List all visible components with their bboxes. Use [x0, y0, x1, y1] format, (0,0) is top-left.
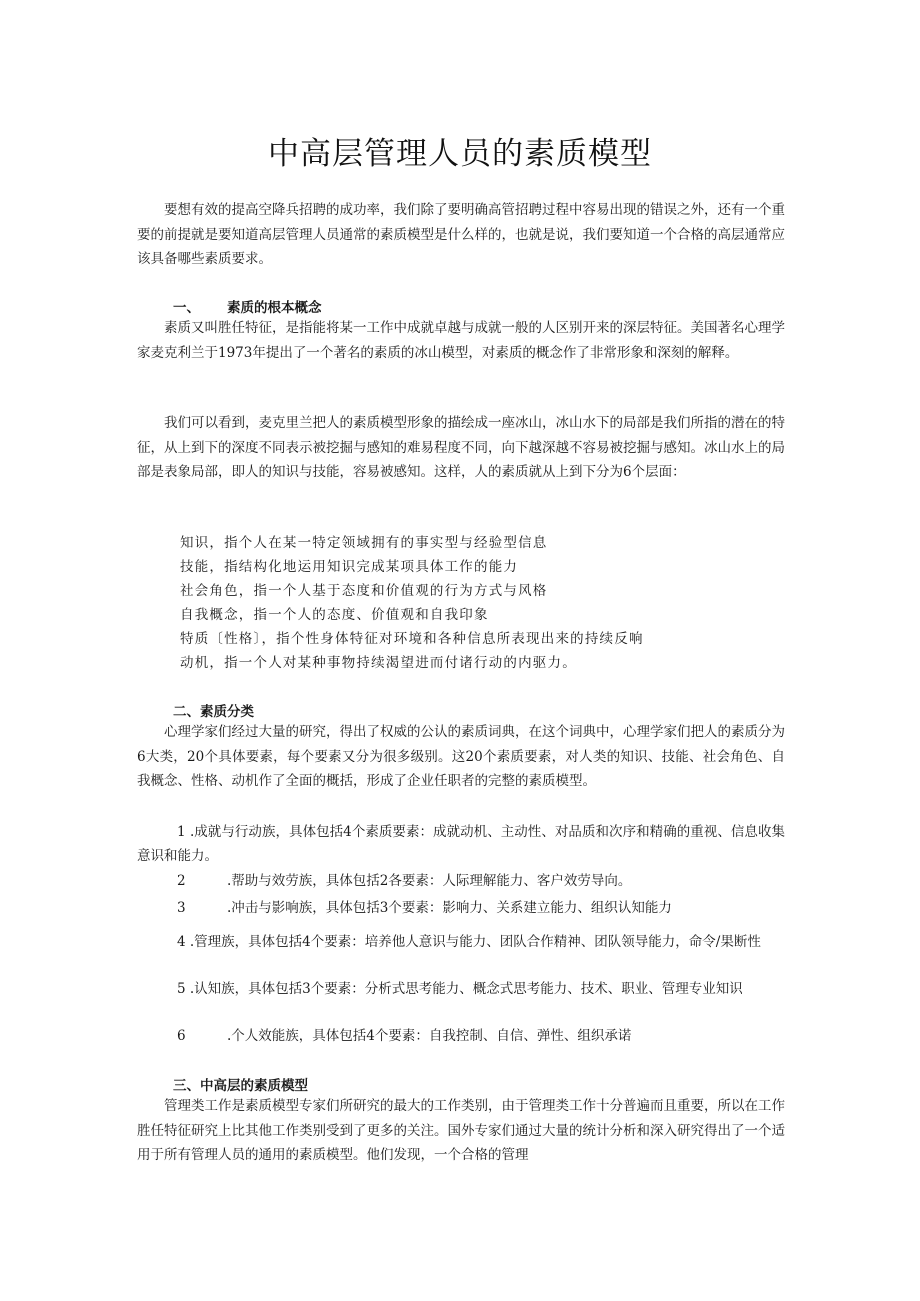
section-1-number: 一、 [173, 300, 200, 316]
section-1-heading [173, 296, 322, 316]
category-text: .帮助与效劳族，具体包括2各要素：人际理解能力、客户效劳导向。 [227, 873, 632, 889]
category-item [137, 896, 785, 920]
category-text: .管理族，具体包括4个要素：培养他人意识与能力、团队合作精神、团队领导能力，命令/果断性 [189, 934, 761, 950]
section-1-title: 素质的根本概念 [227, 300, 322, 316]
section-2-heading: 二、素质分类 [173, 704, 254, 720]
category-number: 5 [177, 981, 186, 997]
layer-item-self-concept: 自我概念，指一个人的态度、价值观和自我印象 [180, 607, 489, 623]
category-number: 2 [177, 873, 186, 889]
section-1-paragraph-2: 我们可以看到，麦克里兰把人的素质模型形象的描绘成一座冰山，冰山水下的局部是我们所指的潜在的特征，从上到下的深度不同表示被挖掘与感知的难易程度不同，向下越深越不容易被挖掘与感知。冰山水上的局部是表象局部，即人的知识与技能，容易被感知。这样，人的素质就从上到下分为6个层面： [137, 415, 785, 480]
section-1-paragraph-1: 素质又叫胜任特征，是指能将某一工作中成就卓越与成就一般的人区别开来的深层特征。美国著名心理学家麦克利兰于1973年提出了一个著名的素质的冰山模型，对素质的概念作了非常形象和深刻的解释。 [137, 320, 785, 361]
layer-item-skill: 技能，指结构化地运用知识完成某项具体工作的能力 [180, 559, 519, 575]
document-title: 中高层管理人员的素质模型 [268, 136, 652, 172]
category-text: .成就与行动族，具体包括4个素质要素：成就动机、主动性、对品质和次序和精确的重视、信息收集意识和能力。 [137, 824, 785, 864]
category-number: 6 [177, 1028, 186, 1044]
intro-paragraph: 要想有效的提高空降兵招聘的成功率，我们除了要明确高管招聘过程中容易出现的错误之外，还有一个重要的前提就是要知道高层管理人员通常的素质模型是什么样的，也就是说，我们要知道一个合格的高层通常应该具备哪些素质要求。 [137, 202, 785, 267]
category-item [137, 869, 785, 893]
category-text: .个人效能族，具体包括4个要素：自我控制、自信、弹性、组织承诺 [227, 1028, 632, 1044]
layer-item-social-role: 社会角色，指一个人基于态度和价值观的行为方式与风格 [180, 583, 548, 599]
section-2-paragraph: 心理学家们经过大量的研究，得出了权威的公认的素质词典，在这个词典中，心理学家们把人的素质分为6大类，20个具体要素，每个要素又分为很多级别。这20个素质要素，对人类的知识、技能、社会角色、自我概念、性格、动机作了全面的概括，形成了企业任职者的完整的素质模型。 [137, 724, 785, 789]
category-text: .认知族，具体包括3个要素：分析式思考能力、概念式思考能力、技术、职业、管理专业知识 [189, 981, 743, 997]
layer-item-motive: 动机，指一个人对某种事物持续渴望进而付诸行动的内驱力。 [180, 655, 577, 671]
category-item [137, 820, 785, 868]
category-number: 3 [177, 900, 186, 916]
layer-item-trait: 特质〔性格〕，指个性身体特征对环境和各种信息所表现出来的持续反响 [180, 631, 644, 647]
section-3-heading: 三、中高层的素质模型 [173, 1078, 308, 1094]
category-number: 1 [177, 824, 186, 840]
category-text: .冲击与影响族，具体包括3个要素：影响力、关系建立能力、组织认知能力 [227, 900, 672, 916]
category-item [137, 930, 785, 954]
category-number: 4 [177, 934, 186, 950]
category-item [137, 977, 785, 1001]
category-item [137, 1024, 785, 1048]
layer-item-knowledge: 知识，指个人在某一特定领域拥有的事实型与经验型信息 [180, 535, 548, 551]
section-3-paragraph: 管理类工作是素质模型专家们所研究的最大的工作类别，由于管理类工作十分普遍而且重要，所以在工作胜任特征研究上比其他工作类别受到了更多的关注。国外专家们通过大量的统计分析和深入研究得出了一个适用于所有管理人员的通用的素质模型。他们发现，一个合格的管理 [137, 1098, 785, 1163]
